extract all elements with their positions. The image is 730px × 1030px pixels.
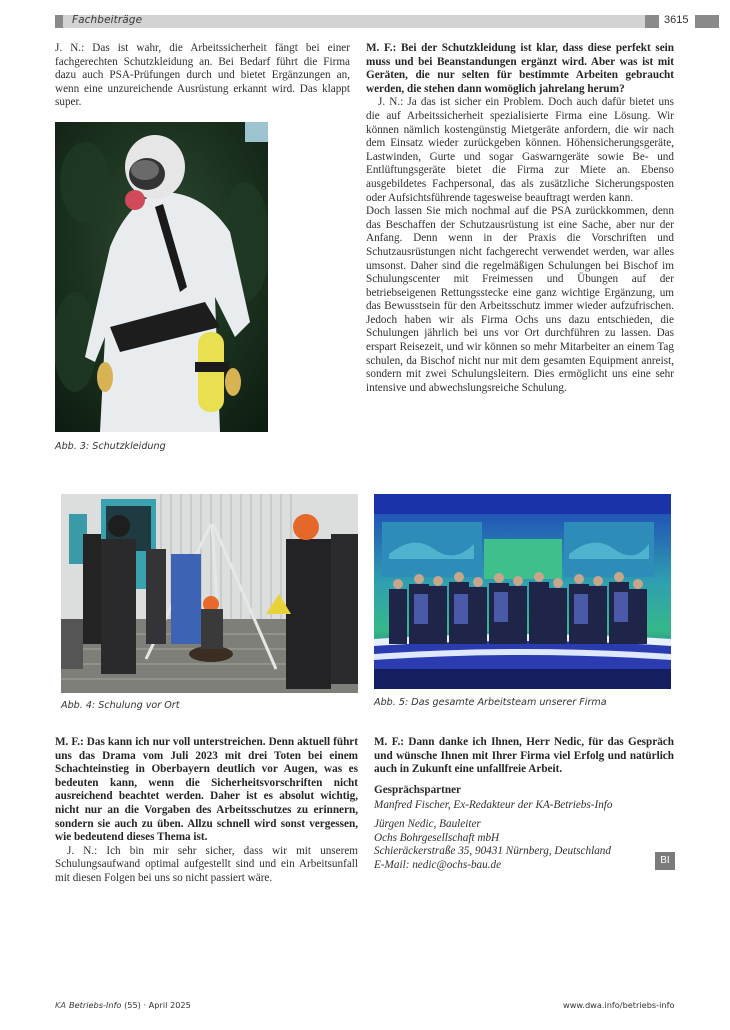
question-paragraph: M. F.: Das kann ich nur voll unterstreichen. Denn aktuell führt uns das Drama vom Juli 2023 mit drei Toten bei einem Schachteinstieg in Oberbayern deutlich vor Augen, was es bedeuten kann, wenn die Sicherheitsvorschriften nicht ausreichend beachtet werden. Daher ist es absolut wichtig, nicht nur an die Vorgaben des Arbeitsschutzes zu erinnern, sondern sie auch zu üben. Allzu schnell wird sonst vergessen, wie bedeutend dieses Thema ist. [55, 736, 358, 844]
answer-paragraph: J. N.: Das ist wahr, die Arbeitssicherheit fängt bei einer fachgerechten Schutzkleidung an. Bei Bedarf führt die Firma dazu auch PSA-Prüfungen durch und bietet Ergänzungen an, wenn eine unzureichende Ausrüstung erkannt wird. Das klappt super. [55, 42, 350, 109]
footer-url[interactable]: www.dwa.info/betriebs-info [563, 1000, 675, 1010]
end-of-article-badge: BI [655, 852, 675, 870]
figure-5-caption: Abb. 5: Das gesamte Arbeitsteam unserer Firma [374, 697, 607, 708]
answer-paragraph: J. N.: Ich bin mir sehr sicher, dass wir mit unserem Schulungsaufwand optimal aufgestellt sind und ein Arbeitsunfall mit diesen Folgen bei uns so nicht passiert wäre. [55, 844, 358, 884]
page-number: 3615 [664, 14, 689, 26]
team-photo [374, 494, 671, 689]
running-header [55, 15, 717, 28]
right-top-text [366, 42, 674, 395]
left-bottom-text [55, 736, 358, 886]
footer-journal-name: Betriebs-Info [68, 1000, 122, 1010]
closing-paragraph: M. F.: Dann danke ich Ihnen, Herr Nedic, für das Gespräch und wünsche Ihnen mit Ihrer Firma viel Erfolg und natürlich auch in Zukunft eine unfallfreie Arbeit. [374, 736, 674, 776]
partners-heading: Gesprächspartner [374, 784, 462, 796]
header-left-marker [55, 15, 63, 28]
header-right-marker [645, 15, 659, 28]
footer-journal [55, 1000, 191, 1010]
partner-2-email[interactable]: E-Mail: nedic@ochs-bau.de [374, 858, 502, 871]
footer-issue: (55) · April 2025 [124, 1000, 191, 1010]
figure-5-image [374, 494, 671, 689]
partner-1-text: Manfred Fischer, Ex-Redakteur der KA-Betriebs-Info [374, 799, 613, 811]
figure-4-image [61, 494, 358, 693]
partner-2-name: Jürgen Nedic, Bauleiter [374, 818, 481, 830]
partner-2 [374, 818, 674, 872]
answer-paragraph: J. N.: Ja das ist sicher ein Problem. Doch auch dafür bietet uns die auf Arbeitssicherheit spezialisierte Firma eine Lösung. Wir können nämlich kostengünstig Mietgeräte anfordern, die wir nach dem Einsatz wieder zurückgeben können. Höhensicherungsgeräte, Lastwinden, Gurte und sogar Gaswarngeräte sowie Be- und Entlüftungsgeräte bietet die Firma zur Miete an. Ebenso ausgebildetes Fachpersonal, das als zusätzliche Sicherungsposten oder Aufsichtsführende tagesweise beauftragt werden kann. [366, 96, 674, 204]
protective-suit-photo [55, 122, 268, 432]
header-edge-marker [695, 15, 719, 28]
right-bottom-text [374, 736, 674, 777]
figure-4-caption: Abb. 4: Schulung vor Ort [61, 700, 180, 711]
answer-paragraph: Doch lassen Sie mich nochmal auf die PSA zurückkommen, denn das Beschaffen der Schutzausrüstung ist eine Sache, aber nur der Anfang. Denn wenn in der Praxis die Vorschriften und Schutzausrüstungen nicht fachgerecht verwendet werden, war alles umsonst. Daher sind die regelmäßigen Schulungen bei Bischof im Schulungscenter mit Freimessen und Übungen auf der betriebseigenen Rettungsstecke eine ganz wichtige Ergänzung, um das Bewusstsein für den Arbeitsschutz immer wieder aufzufrischen. Jedoch haben wir als Firma Ochs uns dazu entschieden, die Schulungen jährlich bei uns vor Ort durchführen zu lassen. Das erspart Reisezeit, und wir können so mehr Mitarbeiter an einem Tag schulen, da Bischof nicht nur mit dem gesamten Equipment anreist, sondern mit zwei Schulungsleitern. Dies ermöglicht uns eine sehr intensive und abwechslungsreiche Schulung. [366, 205, 674, 394]
section-title: Fachbeiträge [72, 14, 143, 26]
left-top-text [55, 42, 350, 110]
figure-3-image [55, 122, 268, 432]
on-site-training-photo [61, 494, 358, 693]
partner-1 [374, 799, 674, 813]
header-bar [55, 15, 645, 28]
figure-3-caption: Abb. 3: Schutzkleidung [55, 441, 166, 452]
partner-2-address: Schieräckerstraße 35, 90431 Nürnberg, Deutschland [374, 845, 611, 858]
partner-2-company: Ochs Bohrgesellschaft mbH [374, 831, 500, 844]
question-paragraph: M. F.: Bei der Schutzkleidung ist klar, dass diese perfekt sein muss und bei Beanstandungen ergänzt wird. Aber was ist mit Geräten, die nur selten für bestimmte Arbeiten gebraucht werden, die stehen dann womöglich jahrelang herum? [366, 42, 674, 95]
footer-ka: KA [55, 1000, 66, 1010]
